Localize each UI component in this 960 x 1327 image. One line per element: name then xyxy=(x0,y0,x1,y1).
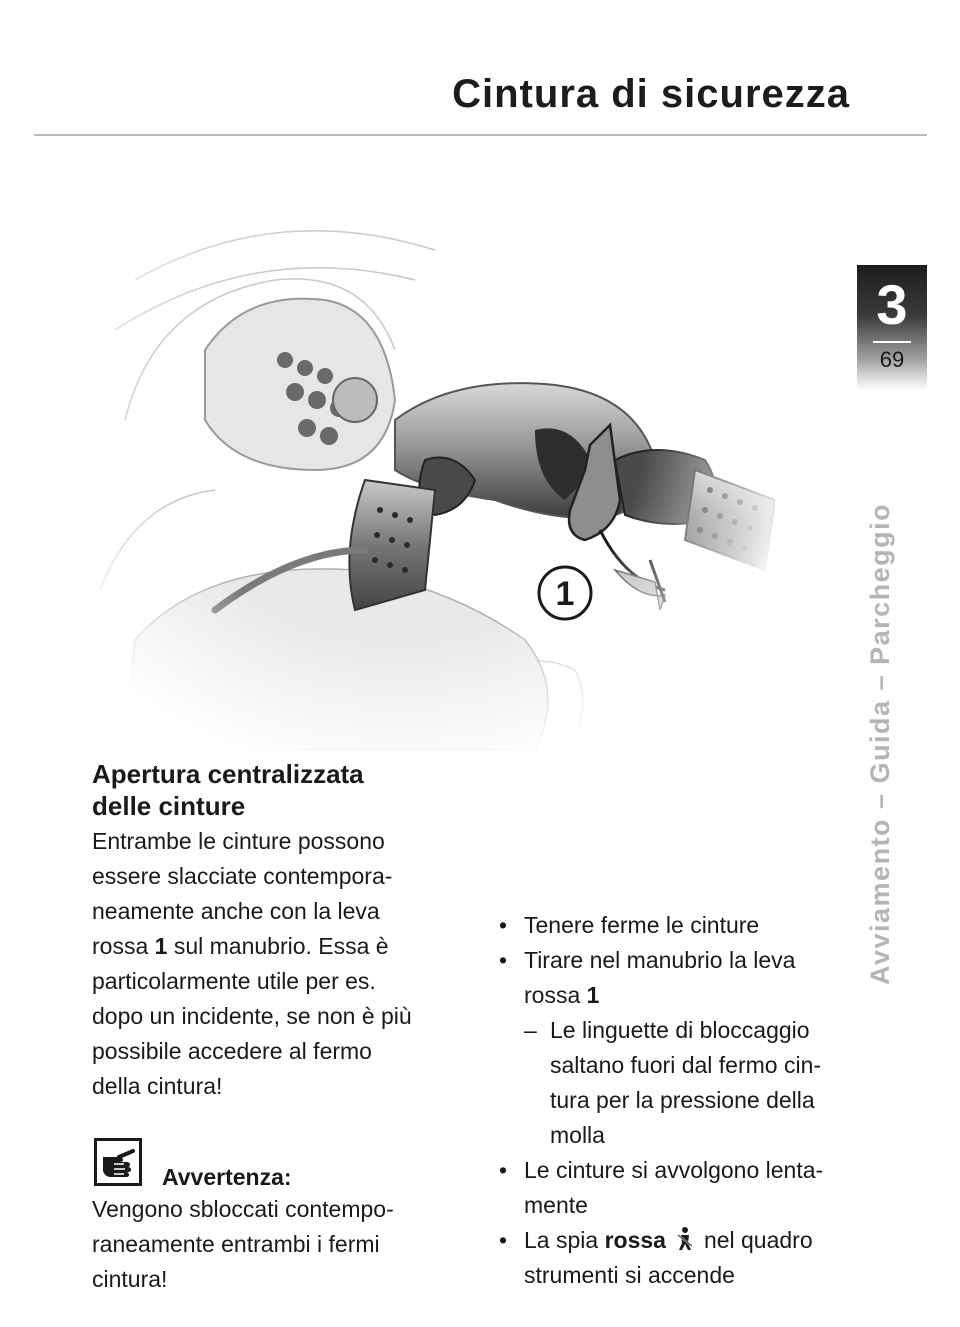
list-item: • Tirare nel manubrio la leva rossa 1 – Le linguette di bloccaggio saltano fuori dal fermo cin- tura per la pressione della molla xyxy=(497,943,877,1153)
intro-paragraph: Entrambe le cinture possono essere slacciate contempora- neamente anche con la leva rossa 1 sul manubrio. Essa è particolarmente utile per es. dopo un incidente, se non è più possibile accedere al fermo della cintura! xyxy=(92,828,412,1099)
list-item: • Le cinture si avvolgono lenta- mente xyxy=(497,1153,877,1223)
chapter-side-title: Avviamento – Guida – Parcheggio xyxy=(865,502,895,985)
note-text: Vengono sbloccati contempo- raneamente entrambi i fermi cintura! xyxy=(92,1196,394,1292)
seatbelt-warning-icon xyxy=(672,1226,698,1252)
callout-1-label: 1 xyxy=(555,575,575,613)
chapter-divider xyxy=(873,341,911,343)
chapter-tab xyxy=(857,265,927,390)
note-header xyxy=(92,1134,472,1192)
left-column xyxy=(92,758,472,1297)
list-item: • La spia rossa nel quadro strumenti si accende xyxy=(497,1223,877,1293)
right-column xyxy=(497,908,877,1293)
page-title: Cintura di sicurezza xyxy=(452,72,850,116)
steps-list xyxy=(497,908,877,1293)
title-divider xyxy=(34,134,927,136)
page-number: 69 xyxy=(879,347,905,372)
list-item: – Le linguette di bloccaggio saltano fuori dal fermo cin- tura per la pressione della molla xyxy=(524,1013,877,1153)
section-heading: Apertura centralizzata delle cinture xyxy=(92,759,364,821)
handlebar-illustration xyxy=(95,170,775,750)
substeps-list xyxy=(524,1013,877,1153)
list-item: • Tenere ferme le cinture xyxy=(497,908,877,943)
chapter-number: 3 xyxy=(876,273,908,336)
note-label: Avvertenza: xyxy=(162,1164,292,1190)
pointing-hand-note-icon xyxy=(94,1138,142,1186)
